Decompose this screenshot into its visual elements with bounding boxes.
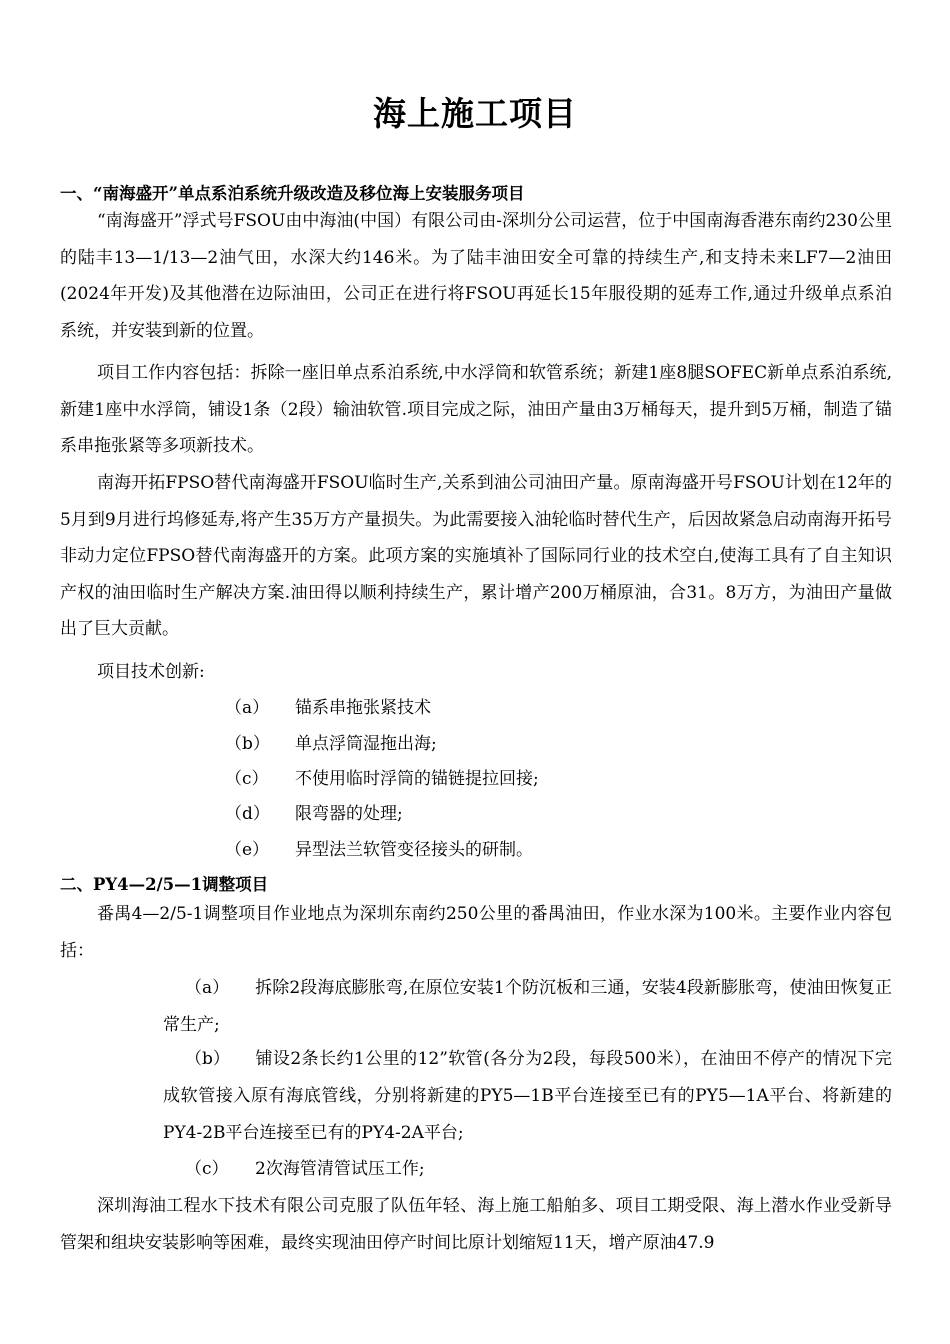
work-item (163, 1041, 892, 1152)
innovation-label: 项目技术创新: (97, 662, 205, 682)
item-marker: （b） (185, 1049, 230, 1069)
innovation-item (225, 693, 431, 718)
innovation-item (225, 729, 437, 754)
innovation-item (225, 835, 533, 860)
item-text: 2次海管清管试压工作; (255, 1159, 425, 1179)
innovation-item (225, 799, 403, 824)
section-1-heading: 一、“南海盛开”单点系泊系统升级改造及移位海上安装服务项目 (60, 184, 525, 203)
section-2-paragraph-1: 番禺4—2/5-1调整项目作业地点为深圳东南约250公里的番禺油田，作业水深为100米。主要作业内容包括： (60, 904, 892, 961)
item-text: 拆除2段海底膨胀弯,在原位安装1个防沉板和三通，安装4段新膨胀弯，使油田恢复正常生产; (163, 978, 892, 1035)
item-marker: （c） (185, 1159, 229, 1179)
item-text: 不使用临时浮筒的锚链提拉回接; (295, 769, 539, 789)
section-2-heading: 二、PY4—2/5—1调整项目 (60, 875, 269, 894)
item-text: 单点浮筒湿拖出海; (295, 734, 437, 754)
item-text: 铺设2条长约1公里的12”软管(各分为2段，每段500米），在油田不停产的情况下完成软管接入原有海底管线，分别将新建的PY5—1B平台连接至已有的PY5—1A平台、将新建的PY4-2B平台连接至已有的PY4-2A平台; (163, 1049, 892, 1143)
item-text: 限弯器的处理; (295, 804, 403, 824)
item-marker: （c） (225, 769, 269, 789)
item-marker: （d） (225, 804, 270, 824)
innovation-item (225, 764, 539, 789)
item-marker: （a） (225, 698, 270, 718)
section-1-paragraph-2: 项目工作内容包括：拆除一座旧单点系泊系统,中水浮筒和软管系统；新建1座8腿SOFEC新单点系泊系统,新建1座中水浮筒，铺设1条（2段）输油软管.项目完成之际，油田产量由3万桶每天，提升到5万桶，制造了锚系串拖张紧等多项新技术。 (60, 363, 892, 456)
work-item (163, 1151, 892, 1188)
section-2-paragraph-2: 深圳海油工程水下技术有限公司克服了队伍年轻、海上施工船舶多、项目工期受限、海上潜水作业受新导管架和组块安装影响等困难，最终实现油田停产时间比原计划缩短11天，增产原油47.9 (60, 1196, 892, 1253)
item-text: 异型法兰软管变径接头的研制。 (295, 840, 533, 860)
work-item (163, 970, 892, 1044)
item-marker: （b） (225, 734, 270, 754)
item-marker: （a） (185, 978, 230, 998)
document-title: 海上施工项目 (373, 94, 577, 133)
item-marker: （e） (225, 840, 270, 860)
section-1-paragraph-3: 南海开拓FPSO替代南海盛开FSOU临时生产,关系到油公司油田产量。原南海盛开号FSOU计划在12年的5月到9月进行坞修延寿,将产生35万方产量损失。为此需要接入油轮临时替代生产，后因故紧急启动南海开拓号非动力定位FPSO替代南海盛开的方案。此项方案的实施填补了国际同行业的技术空白,使海工具有了自主知识产权的油田临时生产解决方案.油田得以顺利持续生产，累计增产200万桶原油，合31。8万方，为油田产量做出了巨大贡献。 (60, 473, 892, 639)
item-text: 锚系串拖张紧技术 (295, 698, 431, 718)
section-1-paragraph-1: “南海盛开”浮式号FSOU由中海油(中国）有限公司由-深圳分公司运营，位于中国南海香港东南约230公里的陆丰13—1/13—2油气田，水深大约146米。为了陆丰油田安全可靠的持续生产,和支持未来LF7—2油田(2024年开发)及其他潜在边际油田，公司正在进行将FSOU再延长15年服役期的延寿工作,通过升级单点系泊系统，并安装到新的位置。 (60, 211, 892, 341)
